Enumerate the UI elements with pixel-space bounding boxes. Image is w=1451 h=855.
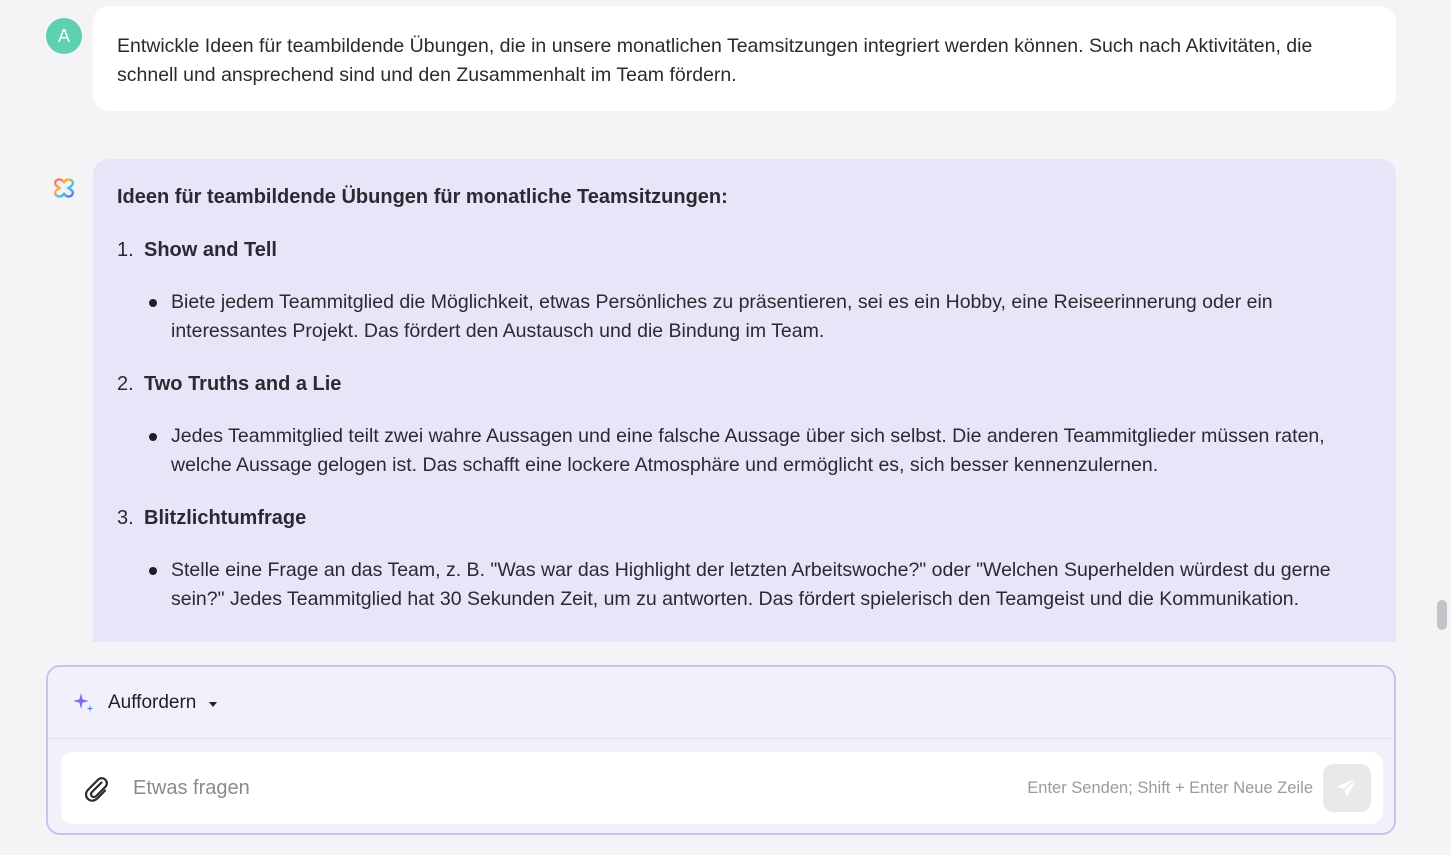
list-item-title-text: Two Truths and a Lie [144, 373, 342, 395]
chat-input[interactable] [133, 777, 1027, 800]
bullet-dot [149, 433, 157, 441]
paperclip-icon[interactable] [81, 773, 111, 803]
list-item-title-text: Blitzlichtumfrage [144, 507, 307, 529]
list-item-number: 2. [117, 373, 134, 395]
list-item-title-text: Show and Tell [144, 239, 277, 261]
list-item-title [117, 504, 1372, 533]
bullet-text: Biete jedem Teammitglied die Möglichkeit, etwas Persönliches zu präsentieren, sei es ein Hobby, eine Reiseerinnerung oder ein interessantes Projekt. Das fördert den Austausch und die Bindung im Team. [171, 291, 1273, 342]
list-item-title [117, 236, 1372, 265]
caret-down-icon [208, 699, 218, 709]
user-message-text: Entwickle Ideen für teambildende Übungen, die in unsere monatlichen Teamsitzungen integriert werden können. Such nach Aktivitäten, die schnell und ansprechend sind und den Zusammenhalt im Team fördern. [117, 35, 1313, 86]
keyboard-hint: Enter Senden; Shift + Enter Neue Zeile [1027, 778, 1313, 797]
list-item-title [117, 370, 1372, 399]
mode-label: Auffordern [108, 691, 197, 713]
send-icon [1334, 775, 1360, 801]
user-avatar-letter: A [57, 25, 70, 46]
bullet-dot [149, 299, 157, 307]
user-message [93, 6, 1396, 111]
input-box [61, 752, 1383, 824]
sparkle-icon [72, 691, 96, 715]
composer-toolbar [48, 667, 1394, 739]
list-item-number: 3. [117, 507, 134, 529]
bullet-dot [149, 567, 157, 575]
mode-selector[interactable] [72, 691, 218, 715]
composer [46, 665, 1396, 835]
ai-message [93, 159, 1396, 642]
send-button[interactable] [1323, 764, 1371, 812]
ai-message-heading: Ideen für teambildende Übungen für monatliche Teamsitzungen: [117, 186, 728, 208]
list-item-number: 1. [117, 239, 134, 261]
bullet-text: Stelle eine Frage an das Team, z. B. "Was war das Highlight der letzten Arbeitswoche?" oder "Welchen Superhelden würdest du gerne sein?" Jedes Teammitglied hat 30 Sekunden Zeit, um zu antworten. Das fördert spielerisch den Teamgeist und die Kommunikation. [171, 559, 1331, 610]
list-item-bullet [117, 556, 1372, 614]
list-item-bullet [117, 422, 1372, 480]
user-avatar [46, 18, 82, 54]
scrollbar-thumb[interactable] [1437, 600, 1447, 630]
list-item-bullet [117, 288, 1372, 346]
bullet-text: Jedes Teammitglied teilt zwei wahre Aussagen und eine falsche Aussage über sich selbst. Die anderen Teammitglieder müssen raten, welche Aussage gelogen ist. Das schafft eine lockere Atmosphäre und ermöglicht es, sich besser kennenzulernen. [171, 425, 1325, 476]
ai-logo-icon [52, 176, 76, 200]
